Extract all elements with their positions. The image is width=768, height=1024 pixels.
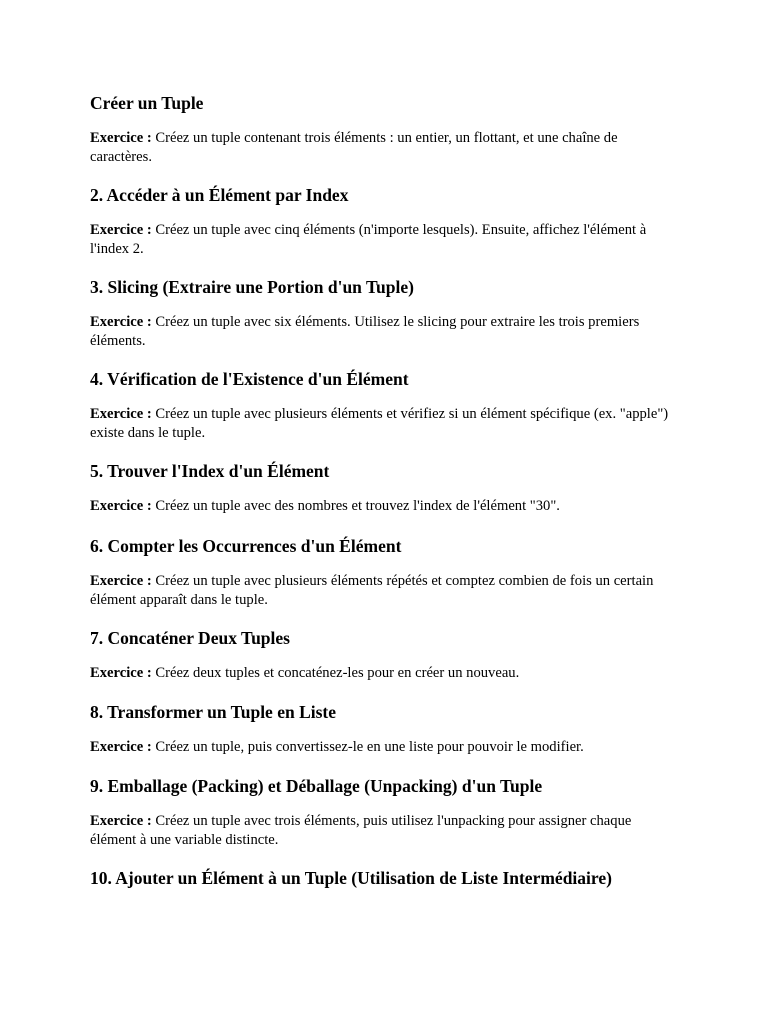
section-heading: 3. Slicing (Extraire une Portion d'un Tuple) xyxy=(90,277,414,297)
exercise-text: Créez un tuple avec six éléments. Utilisez le slicing pour extraire les trois premiers éléments. xyxy=(90,314,640,349)
section-8 xyxy=(90,701,680,757)
exercise-paragraph xyxy=(90,497,680,516)
exercise-text: Créez un tuple avec plusieurs éléments répétés et comptez combien de fois un certain élément apparaît dans le tuple. xyxy=(90,573,654,608)
section-heading: 6. Compter les Occurrences d'un Élément xyxy=(90,536,402,556)
exercise-label: Exercice : xyxy=(90,813,152,829)
exercise-text: Créez un tuple contenant trois éléments : un entier, un flottant, et une chaîne de caractères. xyxy=(90,130,618,165)
section-heading: 2. Accéder à un Élément par Index xyxy=(90,185,349,205)
section-10 xyxy=(90,867,680,889)
exercise-paragraph xyxy=(90,313,680,350)
exercise-text: Créez un tuple avec trois éléments, puis utilisez l'unpacking pour assigner chaque élément à une variable distincte. xyxy=(90,813,632,848)
section-4 xyxy=(90,368,680,442)
exercise-paragraph xyxy=(90,129,680,166)
exercise-text: Créez un tuple avec des nombres et trouvez l'index de l'élément "30". xyxy=(155,498,560,514)
section-7 xyxy=(90,627,680,683)
exercise-text: Créez deux tuples et concaténez-les pour en créer un nouveau. xyxy=(155,665,520,681)
section-6 xyxy=(90,535,680,609)
exercise-label: Exercice : xyxy=(90,739,152,755)
section-2 xyxy=(90,184,680,258)
section-1 xyxy=(90,92,680,166)
exercise-paragraph xyxy=(90,221,680,258)
exercise-label: Exercice : xyxy=(90,130,152,146)
exercise-label: Exercice : xyxy=(90,665,152,681)
exercise-label: Exercice : xyxy=(90,314,152,330)
section-heading: 10. Ajouter un Élément à un Tuple (Utilisation de Liste Intermédiaire) xyxy=(90,868,612,888)
exercise-paragraph xyxy=(90,738,680,757)
exercise-label: Exercice : xyxy=(90,406,152,422)
section-3 xyxy=(90,276,680,350)
exercise-text: Créez un tuple, puis convertissez-le en une liste pour pouvoir le modifier. xyxy=(155,739,584,755)
section-heading: 4. Vérification de l'Existence d'un Élément xyxy=(90,369,409,389)
exercise-paragraph xyxy=(90,664,680,683)
section-heading: Créer un Tuple xyxy=(90,93,204,113)
section-9 xyxy=(90,775,680,849)
exercise-text: Créez un tuple avec cinq éléments (n'importe lesquels). Ensuite, affichez l'élément à l'index 2. xyxy=(90,222,647,257)
section-heading: 5. Trouver l'Index d'un Élément xyxy=(90,461,330,481)
section-heading: 7. Concaténer Deux Tuples xyxy=(90,628,290,648)
section-5 xyxy=(90,460,680,516)
exercise-label: Exercice : xyxy=(90,498,152,514)
exercise-paragraph xyxy=(90,572,680,609)
section-heading: 8. Transformer un Tuple en Liste xyxy=(90,702,337,722)
section-heading: 9. Emballage (Packing) et Déballage (Unpacking) d'un Tuple xyxy=(90,776,543,796)
exercise-label: Exercice : xyxy=(90,573,152,589)
exercise-text: Créez un tuple avec plusieurs éléments et vérifiez si un élément spécifique (ex. "apple") existe dans le tuple. xyxy=(90,406,669,441)
exercise-paragraph xyxy=(90,812,680,849)
exercise-paragraph xyxy=(90,405,680,442)
exercise-label: Exercice : xyxy=(90,222,152,238)
